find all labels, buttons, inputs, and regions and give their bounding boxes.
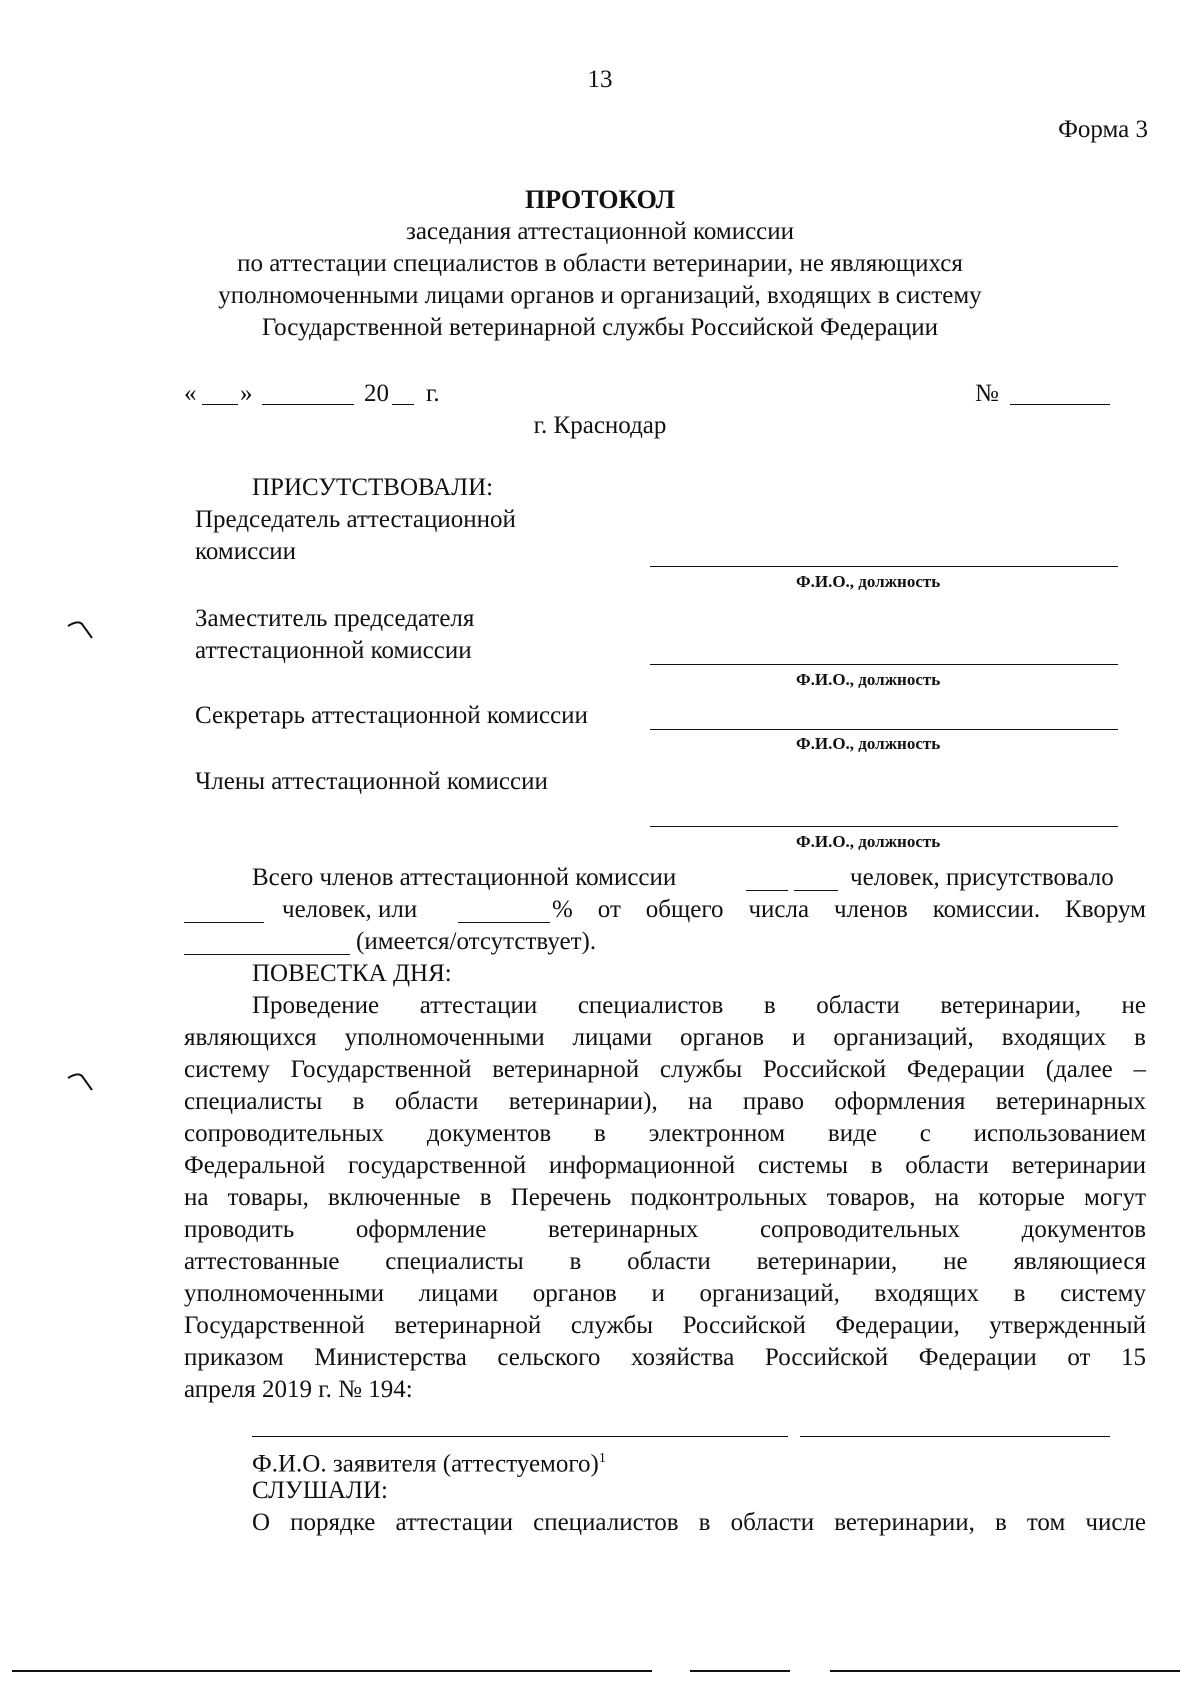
chairman-label: Председатель аттестационной — [195, 506, 516, 533]
quorum-status-blank — [184, 954, 350, 955]
heard-line: О порядке аттестации специалистов в области ветеринарии, в том числе — [252, 1509, 1146, 1536]
chairman-caption: Ф.И.О., должность — [796, 572, 941, 591]
agenda-line: систему Государственной ветеринарной службы Российской Федерации (далее – — [184, 1056, 1146, 1083]
secretary-label: Секретарь аттестационной комиссии — [195, 702, 588, 729]
agenda-line: проводить оформление ветеринарных сопроводительных документов — [184, 1216, 1146, 1243]
secretary-caption: Ф.И.О., должность — [796, 734, 941, 753]
subtitle-line: по аттестации специалистов в области ветеринарии, не являющихся — [237, 250, 963, 277]
subtitle-line: Государственной ветеринарной службы Российской Федерации — [261, 314, 939, 341]
deputy-label: аттестационной комиссии — [195, 637, 472, 664]
quorum-total-blank — [794, 890, 838, 891]
agenda-line: уполномоченными лицами органов и организаций, входящих в систему — [184, 1280, 1146, 1307]
protocol-number-blank — [1010, 404, 1110, 405]
secretary-signature-line — [650, 729, 1118, 730]
members-signature-line — [650, 826, 1118, 827]
year-prefix: 20 — [364, 380, 389, 407]
date-close-quote: » — [240, 380, 253, 407]
agenda-line: на товары, включенные в Перечень подконтрольных товаров, на которые могут — [184, 1184, 1146, 1211]
heard-heading: СЛУШАЛИ: — [252, 1477, 388, 1504]
agenda-heading: ПОВЕСТКА ДНЯ: — [252, 960, 452, 987]
date-open-quote: « — [184, 380, 197, 407]
present-heading: ПРИСУТСТВОВАЛИ: — [252, 474, 494, 501]
deputy-label: Заместитель председателя — [195, 605, 475, 632]
agenda-line: Государственной ветеринарной службы Российской Федерации, утвержденный — [184, 1312, 1146, 1339]
scan-edge-line — [690, 1670, 790, 1672]
quorum-line2-part1: человек, или — [282, 896, 418, 923]
quorum-percent-blank — [458, 922, 550, 923]
footnote-marker: 1 — [598, 1451, 606, 1466]
quorum-total-prefix: Всего членов аттестационной комиссии — [252, 864, 677, 891]
number-sign: № — [975, 380, 999, 407]
agenda-line: Проведение аттестации специалистов в области ветеринарии, не — [252, 992, 1146, 1019]
agenda-line: специалисты в области ветеринарии), на право оформления ветеринарных — [184, 1088, 1146, 1115]
applicant-signature-line — [800, 1436, 1110, 1437]
scan-edge-line — [12, 1670, 652, 1672]
quorum-total-blank — [746, 890, 788, 891]
agenda-line: Федеральной государственной информационной системы в области ветеринарии — [184, 1152, 1146, 1179]
month-blank — [262, 404, 354, 405]
members-caption: Ф.И.О., должность — [796, 832, 941, 851]
quorum-total-suffix: человек, присутствовало — [850, 864, 1114, 891]
year-suffix: г. — [426, 380, 440, 407]
applicant-label-text: Ф.И.О. заявителя (аттестуемого) — [252, 1450, 599, 1478]
city: г. Краснодар — [533, 412, 667, 439]
agenda-line: сопроводительных документов в электронном виде с использованием — [184, 1120, 1146, 1147]
quorum-line2-part2: % от общего числа членов комиссии. Кворум — [552, 896, 1146, 923]
form-label: Форма 3 — [1058, 116, 1148, 143]
members-label: Члены аттестационной комиссии — [195, 768, 548, 795]
scan-edge-line — [830, 1670, 1180, 1672]
margin-mark — [66, 1070, 96, 1094]
applicant-signature-line — [252, 1436, 788, 1437]
deputy-caption: Ф.И.О., должность — [796, 670, 941, 689]
agenda-last-line: апреля 2019 г. № 194: — [184, 1376, 413, 1403]
day-blank — [202, 404, 238, 405]
agenda-line: приказом Министерства сельского хозяйства Российской Федерации от 15 — [184, 1344, 1146, 1371]
document-title: ПРОТОКОЛ — [525, 185, 675, 214]
subtitle-line: заседания аттестационной комиссии — [405, 218, 795, 245]
agenda-line: являющихся уполномоченными лицами органов и организаций, входящих в — [184, 1024, 1146, 1051]
agenda-line: аттестованные специалисты в области ветеринарии, не являющиеся — [184, 1248, 1146, 1275]
quorum-line3: (имеется/отсутствует). — [356, 928, 597, 955]
margin-mark — [66, 618, 96, 642]
chairman-label: комиссии — [195, 538, 297, 565]
chairman-signature-line — [650, 566, 1118, 567]
year-blank — [392, 404, 414, 405]
page-number: 13 — [587, 66, 613, 93]
deputy-signature-line — [650, 664, 1118, 665]
subtitle-line: уполномоченными лицами органов и организаций, входящих в систему — [218, 282, 982, 309]
quorum-present-blank — [184, 922, 264, 923]
